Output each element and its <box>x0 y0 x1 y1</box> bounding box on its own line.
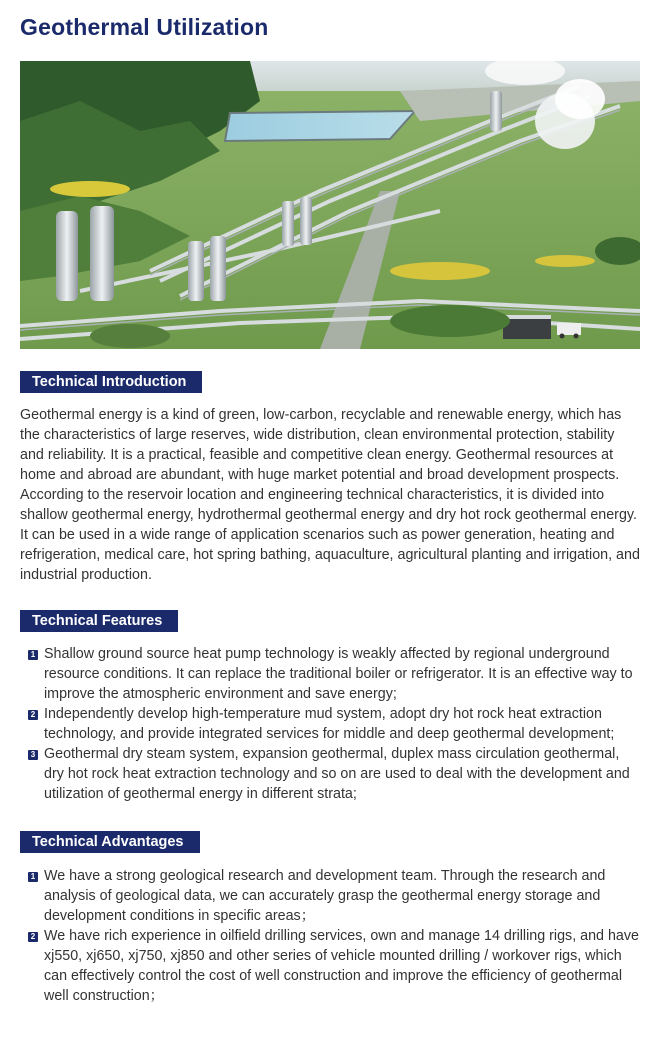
introduction-text: Geothermal energy is a kind of green, low-carbon, recyclable and renewable energy, which has the characteristics of large reserves, wide distribution, clean environmental protection, stability and reliability. It is a practical, feasible and competitive clean energy. Geothermal resources at home and abroad are abundant, with huge market potential and broad development prospects. According to the reservoir location and engineering technical characteristics, it is divided into shallow geothermal energy, hydrothermal geothermal energy and dry hot rock geothermal energy. It can be used in a wide range of application scenarios such as power generation, heating and refrigeration, medical care, hot spring bathing, aquaculture, agricultural planting and irrigation, and industrial production. <box>20 407 640 583</box>
advantages-list <box>20 866 642 1006</box>
section-heading-features: Technical Features <box>20 610 178 632</box>
list-item <box>20 744 642 804</box>
hero-image <box>20 61 640 349</box>
section-heading-introduction: Technical Introduction <box>20 371 202 393</box>
feature-text: Shallow ground source heat pump technology is weakly affected by regional underground resource conditions. It can replace the traditional boiler or refrigerator. It is an effective way to improve the atmospheric environment and save energy; <box>44 646 633 702</box>
features-list <box>20 644 642 804</box>
list-item <box>20 926 642 1006</box>
number-badge: 2 <box>28 932 38 942</box>
number-badge: 1 <box>28 650 38 660</box>
number-badge: 3 <box>28 750 38 760</box>
feature-text: Geothermal dry steam system, expansion geothermal, duplex mass circulation geothermal, dry hot rock heat extraction technology and so on are used to deal with the development and utilization of geothermal energy in different strata; <box>44 746 630 802</box>
advantage-text: We have rich experience in oilfield drilling services, own and manage 14 drilling rigs, and have xj550, xj650, xj750, xj850 and other series of vehicle mounted drilling / workover rigs, which can effectively control the cost of well construction and improve the efficiency of geothermal well construction； <box>44 928 639 1004</box>
list-item <box>20 866 642 926</box>
section-heading-advantages: Technical Advantages <box>20 831 200 853</box>
geothermal-plant-photo-icon <box>20 61 640 349</box>
list-item <box>20 644 642 704</box>
page-title: Geothermal Utilization <box>20 14 269 40</box>
feature-text: Independently develop high-temperature mud system, adopt dry hot rock heat extraction technology, and provide integrated services for middle and deep geothermal development; <box>44 706 615 742</box>
list-item <box>20 704 642 744</box>
number-badge: 1 <box>28 872 38 882</box>
number-badge: 2 <box>28 710 38 720</box>
advantage-text: We have a strong geological research and development team. Through the research and analysis of geological data, we can accurately grasp the geothermal energy storage and development conditions in specific areas； <box>44 868 606 924</box>
